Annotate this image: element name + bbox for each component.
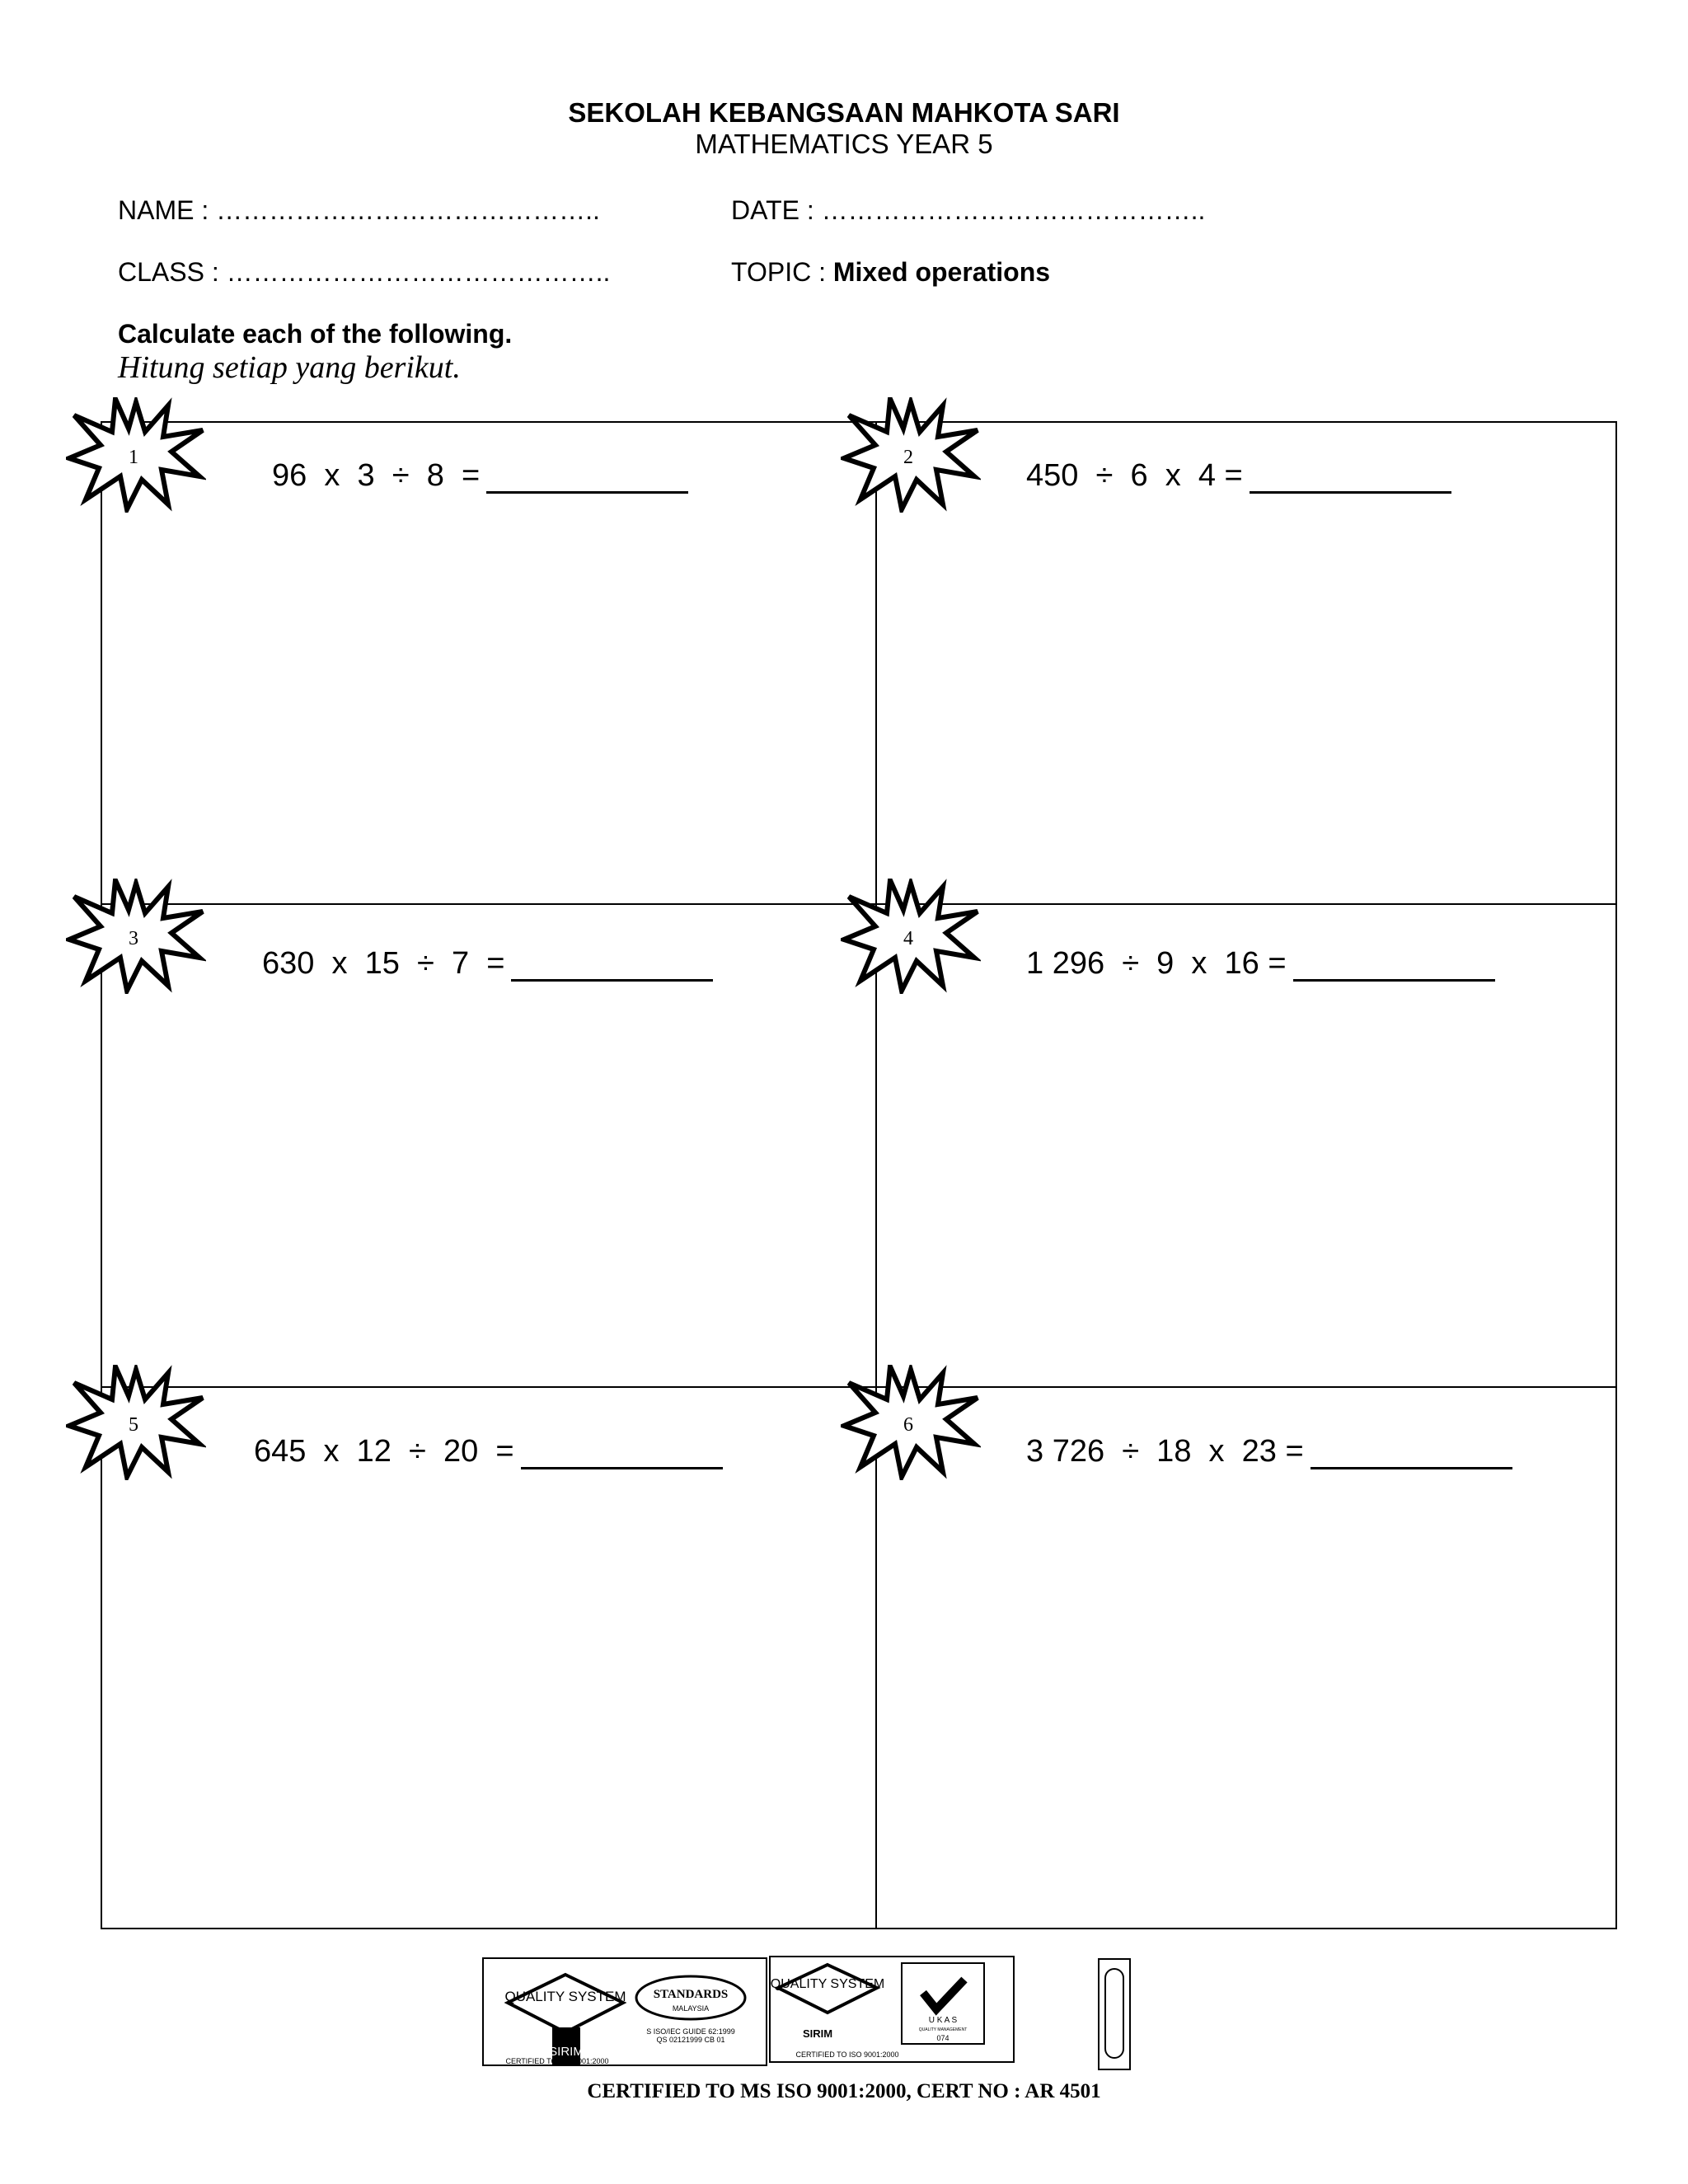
grid-divider-vertical xyxy=(875,421,877,1929)
ukas-check-icon xyxy=(923,1980,964,2009)
logo-iso-1: CERTIFIED TO ISO 9001:2000 xyxy=(505,2057,609,2065)
topic-value: Mixed operations xyxy=(832,257,1051,287)
topic-label: TOPIC : xyxy=(731,257,833,287)
logo-quality-system-2: QUALITY SYSTEM xyxy=(770,1977,885,1991)
question-6-expression: 3 726 ÷ 18 x 23 = xyxy=(1026,1434,1304,1469)
question-4-number: 4 xyxy=(903,928,913,949)
question-2-burst-icon xyxy=(841,397,981,513)
question-1-expression: 96 x 3 ÷ 8 = xyxy=(272,458,481,493)
question-6 xyxy=(1026,1434,1512,1469)
vertical-badge-icon xyxy=(1098,1958,1131,2070)
date-field: DATE : …………………………………….. xyxy=(731,195,1206,225)
question-1-burst-icon xyxy=(66,397,206,513)
instruction-english: Calculate each of the following. xyxy=(118,319,513,349)
answer-grid xyxy=(101,421,1617,1929)
question-4-burst-icon xyxy=(841,879,981,994)
question-5 xyxy=(254,1434,723,1469)
question-2-expression: 450 ÷ 6 x 4 = xyxy=(1026,458,1243,493)
question-6-number: 6 xyxy=(903,1414,913,1436)
question-4-expression: 1 296 ÷ 9 x 16 = xyxy=(1026,946,1287,981)
name-field: NAME : …………………………………….. xyxy=(118,195,600,225)
school-name: SEKOLAH KEBANGSAAN MAHKOTA SARI xyxy=(568,97,1120,128)
question-2-answer-line xyxy=(1250,491,1451,494)
topic-field xyxy=(731,257,1050,288)
question-5-burst-icon xyxy=(66,1365,206,1480)
question-4-answer-line xyxy=(1293,979,1495,982)
logo-quality-system-1: QUALITY SYSTEM xyxy=(504,1989,626,2004)
question-5-expression: 645 x 12 ÷ 20 = xyxy=(254,1434,514,1469)
logo-guide-no: QS 02121999 CB 01 xyxy=(656,2036,725,2044)
question-2 xyxy=(1026,458,1451,494)
logo-ukas-sub: QUALITY MANAGEMENT xyxy=(918,2027,968,2032)
certification-logos xyxy=(481,1955,1025,2070)
logo-sirim-1: SIRIM xyxy=(549,2045,584,2059)
question-5-number: 5 xyxy=(129,1414,138,1436)
question-6-burst-icon xyxy=(841,1365,981,1480)
question-3-burst-icon xyxy=(66,879,206,994)
logo-guide: S ISO/IEC GUIDE 62:1999 xyxy=(646,2027,735,2036)
logo-malaysia: MALAYSIA xyxy=(672,2004,710,2013)
class-field: CLASS : …………………………………….. xyxy=(118,257,611,287)
logo-ukas: U K A S xyxy=(928,2016,958,2025)
question-3-expression: 630 x 15 ÷ 7 = xyxy=(262,946,505,981)
certification-text: CERTIFIED TO MS ISO 9001:2000, CERT NO : AR 4501 xyxy=(587,2080,1101,2102)
subject-title: MATHEMATICS YEAR 5 xyxy=(695,129,993,159)
question-3 xyxy=(262,946,713,982)
question-2-number: 2 xyxy=(903,447,913,468)
question-4 xyxy=(1026,946,1495,982)
logo-standards: STANDARDS xyxy=(653,1988,729,2001)
question-1-number: 1 xyxy=(129,447,138,468)
instruction-malay: Hitung setiap yang berikut. xyxy=(118,350,461,385)
question-1 xyxy=(272,458,688,494)
question-5-answer-line xyxy=(521,1467,723,1469)
logo-sirim-2: SIRIM xyxy=(803,2027,833,2040)
logo-ukas-num: 074 xyxy=(936,2034,950,2042)
question-1-answer-line xyxy=(486,491,688,494)
logo-iso-2: CERTIFIED TO ISO 9001:2000 xyxy=(795,2050,899,2059)
question-6-answer-line xyxy=(1311,1467,1512,1469)
question-3-answer-line xyxy=(511,979,713,982)
question-3-number: 3 xyxy=(129,928,138,949)
